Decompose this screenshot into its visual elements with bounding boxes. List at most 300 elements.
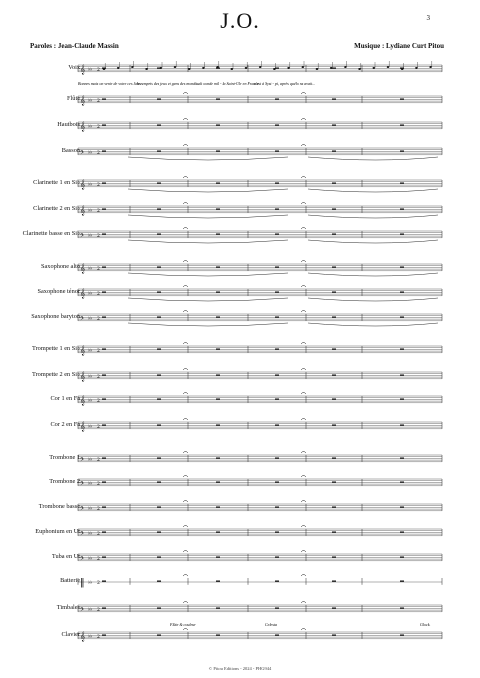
key-signature-icon: ♭♭ xyxy=(88,98,93,104)
fermata-icon xyxy=(301,261,306,263)
rest-icon xyxy=(157,234,161,235)
rest-icon xyxy=(400,458,404,459)
fermata-icon xyxy=(301,228,306,230)
rest-icon xyxy=(275,482,279,483)
rest-icon xyxy=(216,399,220,400)
rest-icon xyxy=(102,151,106,152)
time-signature: 2 xyxy=(97,317,100,322)
key-signature-icon: ♭♭ xyxy=(88,634,93,640)
time-signature: 2 xyxy=(97,482,100,487)
rest-icon xyxy=(102,608,106,609)
rest-icon xyxy=(216,151,220,152)
time-signature: 2 xyxy=(97,234,100,239)
rest-icon xyxy=(102,458,106,459)
rest-icon xyxy=(400,125,404,126)
rest-icon xyxy=(275,125,279,126)
rest-icon xyxy=(275,234,279,235)
rest-icon xyxy=(275,458,279,459)
time-signature: 2 xyxy=(97,99,100,104)
time-signature: 2 xyxy=(97,458,100,463)
rest-icon xyxy=(157,99,161,100)
staff xyxy=(78,261,442,277)
note-icon xyxy=(429,66,432,68)
rest-icon xyxy=(332,507,336,508)
fermata-icon xyxy=(301,602,306,604)
clef-icon: 𝄢 xyxy=(80,531,84,538)
rest-icon xyxy=(400,183,404,184)
fermata-icon xyxy=(301,311,306,313)
rest-icon xyxy=(332,349,336,350)
time-signature: 2 xyxy=(97,349,100,354)
rest-icon xyxy=(157,557,161,558)
rest-icon xyxy=(157,125,161,126)
fermata-icon xyxy=(183,629,188,631)
staff xyxy=(78,526,442,539)
fermata-icon xyxy=(183,369,188,371)
fermata-icon xyxy=(301,343,306,345)
key-signature-icon: ♭♭ xyxy=(88,531,93,537)
rest-icon xyxy=(157,458,161,459)
staff xyxy=(78,419,442,433)
instrument-label: Trombone 2 xyxy=(49,478,80,485)
rest-icon xyxy=(400,581,404,582)
instrument-label: Trombone basse xyxy=(38,503,80,510)
fermata-icon xyxy=(301,501,306,503)
note-icon xyxy=(188,68,191,70)
clef-icon: 𝄞 xyxy=(80,206,86,216)
slur-icon xyxy=(308,215,438,218)
slur-icon xyxy=(308,273,438,276)
rest-icon xyxy=(400,99,404,100)
performance-marking: Glock. xyxy=(420,622,431,627)
note-icon xyxy=(259,66,262,68)
key-signature-icon: ♭♭ xyxy=(88,556,93,562)
rest-icon xyxy=(332,183,336,184)
rest-icon xyxy=(157,151,161,152)
fermata-icon xyxy=(183,145,188,147)
key-signature-icon: ♭♭ xyxy=(88,506,93,512)
lyric-line: naît oonde mil - la Saint-Ulr en France xyxy=(196,81,259,86)
staff xyxy=(78,551,442,564)
note-icon xyxy=(216,66,219,68)
rest-icon xyxy=(216,557,220,558)
fermata-icon xyxy=(183,93,188,95)
rest-icon xyxy=(102,581,106,582)
instrument-label: Cor 1 en Fa xyxy=(50,395,80,402)
note-icon xyxy=(273,68,276,70)
rest-icon xyxy=(400,482,404,483)
instrument-label: Trombone 1 xyxy=(49,454,80,461)
staff xyxy=(78,343,442,357)
fermata-icon xyxy=(183,343,188,345)
instrument-label: Voix xyxy=(68,64,80,71)
clef-icon: 𝄢 xyxy=(80,607,84,614)
rest-icon xyxy=(216,425,220,426)
rest-icon xyxy=(332,635,336,636)
rest-icon xyxy=(275,399,279,400)
fermata-icon xyxy=(183,526,188,528)
rest-icon xyxy=(102,425,106,426)
instrument-label: Flûte xyxy=(67,95,80,102)
rest-icon xyxy=(332,482,336,483)
rest-icon xyxy=(216,99,220,100)
fermata-icon xyxy=(301,286,306,288)
slur-icon xyxy=(128,189,288,192)
fermata-icon xyxy=(301,419,306,421)
rest-icon xyxy=(400,608,404,609)
clef-icon: 𝄞 xyxy=(80,289,86,299)
rest-icon xyxy=(216,183,220,184)
key-signature-icon: ♭♭ xyxy=(88,124,93,130)
fermata-icon xyxy=(301,575,306,577)
clef-icon: 𝄞 xyxy=(80,122,86,132)
slur-icon xyxy=(308,240,438,243)
rest-icon xyxy=(275,267,279,268)
rest-icon xyxy=(400,209,404,210)
note-icon xyxy=(202,67,205,69)
clef-icon: 𝄢 xyxy=(80,556,84,563)
rest-icon xyxy=(332,99,336,100)
fermata-icon xyxy=(301,119,306,121)
slur-icon xyxy=(308,157,438,160)
rest-icon xyxy=(332,151,336,152)
time-signature: 2 xyxy=(97,267,100,272)
instrument-label: Cor 2 en Fa xyxy=(50,421,80,428)
staff xyxy=(78,629,442,643)
clef-icon: 𝄞 xyxy=(80,264,86,274)
key-signature-icon: ♭♭ xyxy=(88,374,93,380)
slur-icon xyxy=(308,189,438,192)
rest-icon xyxy=(102,183,106,184)
instrument-label: Batterie xyxy=(60,577,80,584)
rest-icon xyxy=(400,399,404,400)
staff xyxy=(78,602,442,615)
rest-icon xyxy=(332,532,336,533)
slur-icon xyxy=(308,298,438,301)
instrument-label: Hautbois xyxy=(57,121,80,128)
rest-icon xyxy=(400,292,404,293)
time-signature: 2 xyxy=(97,507,100,512)
rest-icon xyxy=(400,507,404,508)
rest-icon xyxy=(216,635,220,636)
rest-icon xyxy=(275,375,279,376)
key-signature-icon: ♭♭ xyxy=(88,233,93,239)
note-icon xyxy=(287,67,290,69)
staff xyxy=(78,501,442,514)
key-signature-icon: ♭♭ xyxy=(88,580,93,586)
rest-icon xyxy=(216,317,220,318)
clef-icon: 𝄢 xyxy=(80,150,84,157)
note-icon xyxy=(316,68,319,70)
instrument-label: Trompette 2 en Si♭ xyxy=(31,371,80,378)
note-icon xyxy=(373,67,376,69)
rest-icon xyxy=(157,183,161,184)
rest-icon xyxy=(157,581,161,582)
rest-icon xyxy=(216,267,220,268)
rest-icon xyxy=(102,317,106,318)
rest-icon xyxy=(216,375,220,376)
composer-credit: Musique : Lydiane Curt Pitou xyxy=(354,42,444,50)
rest-icon xyxy=(332,267,336,268)
rest-icon xyxy=(216,209,220,210)
rest-icon xyxy=(400,635,404,636)
instrument-label: Timbales xyxy=(56,604,80,611)
instrument-label: Euphonium en Ut xyxy=(35,528,80,535)
fermata-icon xyxy=(183,602,188,604)
rest-icon xyxy=(216,458,220,459)
rest-icon xyxy=(157,532,161,533)
instrument-label: Basson xyxy=(61,147,80,154)
page-number: 3 xyxy=(426,14,430,22)
rest-icon xyxy=(157,267,161,268)
fermata-icon xyxy=(301,145,306,147)
rest-icon xyxy=(275,317,279,318)
rest-icon xyxy=(275,183,279,184)
time-signature: 2 xyxy=(97,399,100,404)
key-signature-icon: ♭♭ xyxy=(88,398,93,404)
time-signature: 2 xyxy=(97,557,100,562)
time-signature: 2 xyxy=(97,581,100,586)
rest-icon xyxy=(400,532,404,533)
clef-icon: 𝄞 xyxy=(80,180,86,190)
rest-icon xyxy=(332,608,336,609)
fermata-icon xyxy=(183,261,188,263)
rest-icon xyxy=(157,425,161,426)
note-icon xyxy=(344,66,347,68)
note-icon xyxy=(330,67,333,69)
rest-icon xyxy=(102,635,106,636)
rest-icon xyxy=(157,482,161,483)
rest-icon xyxy=(102,349,106,350)
fermata-icon xyxy=(301,177,306,179)
rest-icon xyxy=(102,375,106,376)
rest-icon xyxy=(332,425,336,426)
rest-icon xyxy=(275,349,279,350)
fermata-icon xyxy=(301,526,306,528)
note-icon xyxy=(174,66,177,68)
rest-icon xyxy=(275,292,279,293)
instrument-label: Clarinette 2 en Si♭ xyxy=(33,205,80,212)
note-icon xyxy=(401,68,404,70)
rest-icon xyxy=(216,532,220,533)
time-signature: 2 xyxy=(97,425,100,430)
fermata-icon xyxy=(183,476,188,478)
rest-icon xyxy=(400,317,404,318)
rest-icon xyxy=(102,234,106,235)
rest-icon xyxy=(157,209,161,210)
instrument-label: Saxophone alto xyxy=(41,263,80,270)
rest-icon xyxy=(216,292,220,293)
rest-icon xyxy=(275,581,279,582)
note-icon xyxy=(302,66,305,68)
rest-icon xyxy=(275,507,279,508)
rest-icon xyxy=(275,557,279,558)
rest-icon xyxy=(157,608,161,609)
fermata-icon xyxy=(183,393,188,395)
fermata-icon xyxy=(183,551,188,553)
performance-marking: Celesta xyxy=(265,622,277,627)
rest-icon xyxy=(157,399,161,400)
rest-icon xyxy=(400,234,404,235)
clef-icon: 𝄢 xyxy=(80,457,84,464)
key-signature-icon: ♭♭ xyxy=(88,316,93,322)
rest-icon xyxy=(400,375,404,376)
rest-icon xyxy=(332,458,336,459)
instrument-label: Clavier xyxy=(61,631,80,638)
rest-icon xyxy=(157,317,161,318)
rest-icon xyxy=(102,399,106,400)
staff xyxy=(78,369,442,383)
rest-icon xyxy=(157,375,161,376)
rest-icon xyxy=(400,425,404,426)
slur-icon xyxy=(128,215,288,218)
rest-icon xyxy=(216,608,220,609)
time-signature: 2 xyxy=(97,375,100,380)
fermata-icon xyxy=(183,119,188,121)
instrument-label: Clarinette 1 en Si♭ xyxy=(33,179,80,186)
rest-icon xyxy=(275,151,279,152)
key-signature-icon: ♭♭ xyxy=(88,208,93,214)
fermata-icon xyxy=(183,286,188,288)
rest-icon xyxy=(400,349,404,350)
time-signature: 2 xyxy=(97,635,100,640)
rest-icon xyxy=(102,557,106,558)
staff xyxy=(78,61,442,75)
key-signature-icon: ♭♭ xyxy=(88,266,93,272)
fermata-icon xyxy=(301,393,306,395)
note-icon xyxy=(415,67,418,69)
rest-icon xyxy=(157,292,161,293)
staff xyxy=(78,228,442,244)
slur-icon xyxy=(128,273,288,276)
rest-icon xyxy=(332,234,336,235)
note-icon xyxy=(231,68,234,70)
rest-icon xyxy=(157,349,161,350)
time-signature: 2 xyxy=(97,532,100,537)
clef-icon: 𝄞 xyxy=(80,372,86,382)
slur-icon xyxy=(128,157,288,160)
note-icon xyxy=(387,66,390,68)
staff xyxy=(78,452,442,465)
time-signature: 2 xyxy=(97,183,100,188)
time-signature: 2 xyxy=(97,292,100,297)
rest-icon xyxy=(157,635,161,636)
staff xyxy=(78,286,442,302)
key-signature-icon: ♭♭ xyxy=(88,182,93,188)
staff xyxy=(78,476,442,489)
fermata-icon xyxy=(183,228,188,230)
clef-icon: 𝄢 xyxy=(80,233,84,240)
clef-icon: ‖ xyxy=(80,578,85,588)
time-signature: 2 xyxy=(97,608,100,613)
staff xyxy=(78,145,442,161)
rest-icon xyxy=(332,557,336,558)
rest-icon xyxy=(275,608,279,609)
lyric-line: Je rempris des jeux et gens des mondi... xyxy=(136,81,200,86)
fermata-icon xyxy=(183,311,188,313)
lyric-line: c'est à Syst - pi, après quélo ns avait... xyxy=(254,81,316,86)
slur-icon xyxy=(128,323,288,326)
performance-marking: Flûte & couleur xyxy=(170,622,196,627)
rest-icon xyxy=(102,292,106,293)
note-icon xyxy=(145,68,148,70)
rest-icon xyxy=(332,317,336,318)
clef-icon: 𝄞 xyxy=(80,65,86,75)
note-icon xyxy=(245,67,248,69)
rest-icon xyxy=(332,68,336,69)
fermata-icon xyxy=(301,629,306,631)
clef-icon: 𝄞 xyxy=(80,346,86,356)
rest-icon xyxy=(400,557,404,558)
clef-icon: 𝄞 xyxy=(80,422,86,432)
clef-icon: 𝄢 xyxy=(80,481,84,488)
rest-icon xyxy=(102,532,106,533)
key-signature-icon: ♭♭ xyxy=(88,424,93,430)
note-icon xyxy=(160,67,163,69)
slur-icon xyxy=(128,298,288,301)
rest-icon xyxy=(332,125,336,126)
page-title: J.O. xyxy=(220,8,260,33)
slur-icon xyxy=(308,323,438,326)
note-icon xyxy=(117,67,120,69)
rest-icon xyxy=(332,292,336,293)
key-signature-icon: ♭♭ xyxy=(88,481,93,487)
rest-icon xyxy=(400,151,404,152)
clef-icon: 𝄞 xyxy=(80,632,86,642)
fermata-icon xyxy=(301,551,306,553)
instrument-label: Saxophone baryton xyxy=(31,313,80,320)
staff xyxy=(78,93,442,107)
rest-icon xyxy=(102,99,106,100)
key-signature-icon: ♭♭ xyxy=(88,457,93,463)
fermata-icon xyxy=(301,369,306,371)
time-signature: 2 xyxy=(97,125,100,130)
time-signature: 2 xyxy=(97,151,100,156)
fermata-icon xyxy=(183,575,188,577)
rest-icon xyxy=(275,209,279,210)
rest-icon xyxy=(332,375,336,376)
clef-icon: 𝄞 xyxy=(80,96,86,106)
rest-icon xyxy=(157,507,161,508)
fermata-icon xyxy=(301,452,306,454)
staff xyxy=(78,311,442,327)
instrument-label: Saxophone ténor xyxy=(37,288,80,295)
key-signature-icon: ♭♭ xyxy=(88,291,93,297)
fermata-icon xyxy=(183,501,188,503)
time-signature: 2 xyxy=(97,68,100,73)
rest-icon xyxy=(102,507,106,508)
lyricist-credit: Paroles : Jean-Claude Massin xyxy=(30,42,119,50)
rest-icon xyxy=(275,635,279,636)
key-signature-icon: ♭♭ xyxy=(88,348,93,354)
rest-icon xyxy=(275,532,279,533)
staff xyxy=(78,203,442,219)
instrument-label: Trompette 1 en Si♭ xyxy=(31,345,80,352)
rest-icon xyxy=(332,209,336,210)
note-icon xyxy=(103,68,106,70)
fermata-icon xyxy=(183,177,188,179)
key-signature-icon: ♭♭ xyxy=(88,67,93,73)
time-signature: 2 xyxy=(97,209,100,214)
rest-icon xyxy=(216,234,220,235)
rest-icon xyxy=(216,349,220,350)
rest-icon xyxy=(216,581,220,582)
rest-icon xyxy=(102,482,106,483)
lyric-line: Bonnes mais on venir de votre ces Jeux... xyxy=(78,81,144,86)
rest-icon xyxy=(275,99,279,100)
rest-icon xyxy=(216,507,220,508)
footer-copyright: © Pitou Editions - 2024 - PHG944 xyxy=(208,666,272,671)
